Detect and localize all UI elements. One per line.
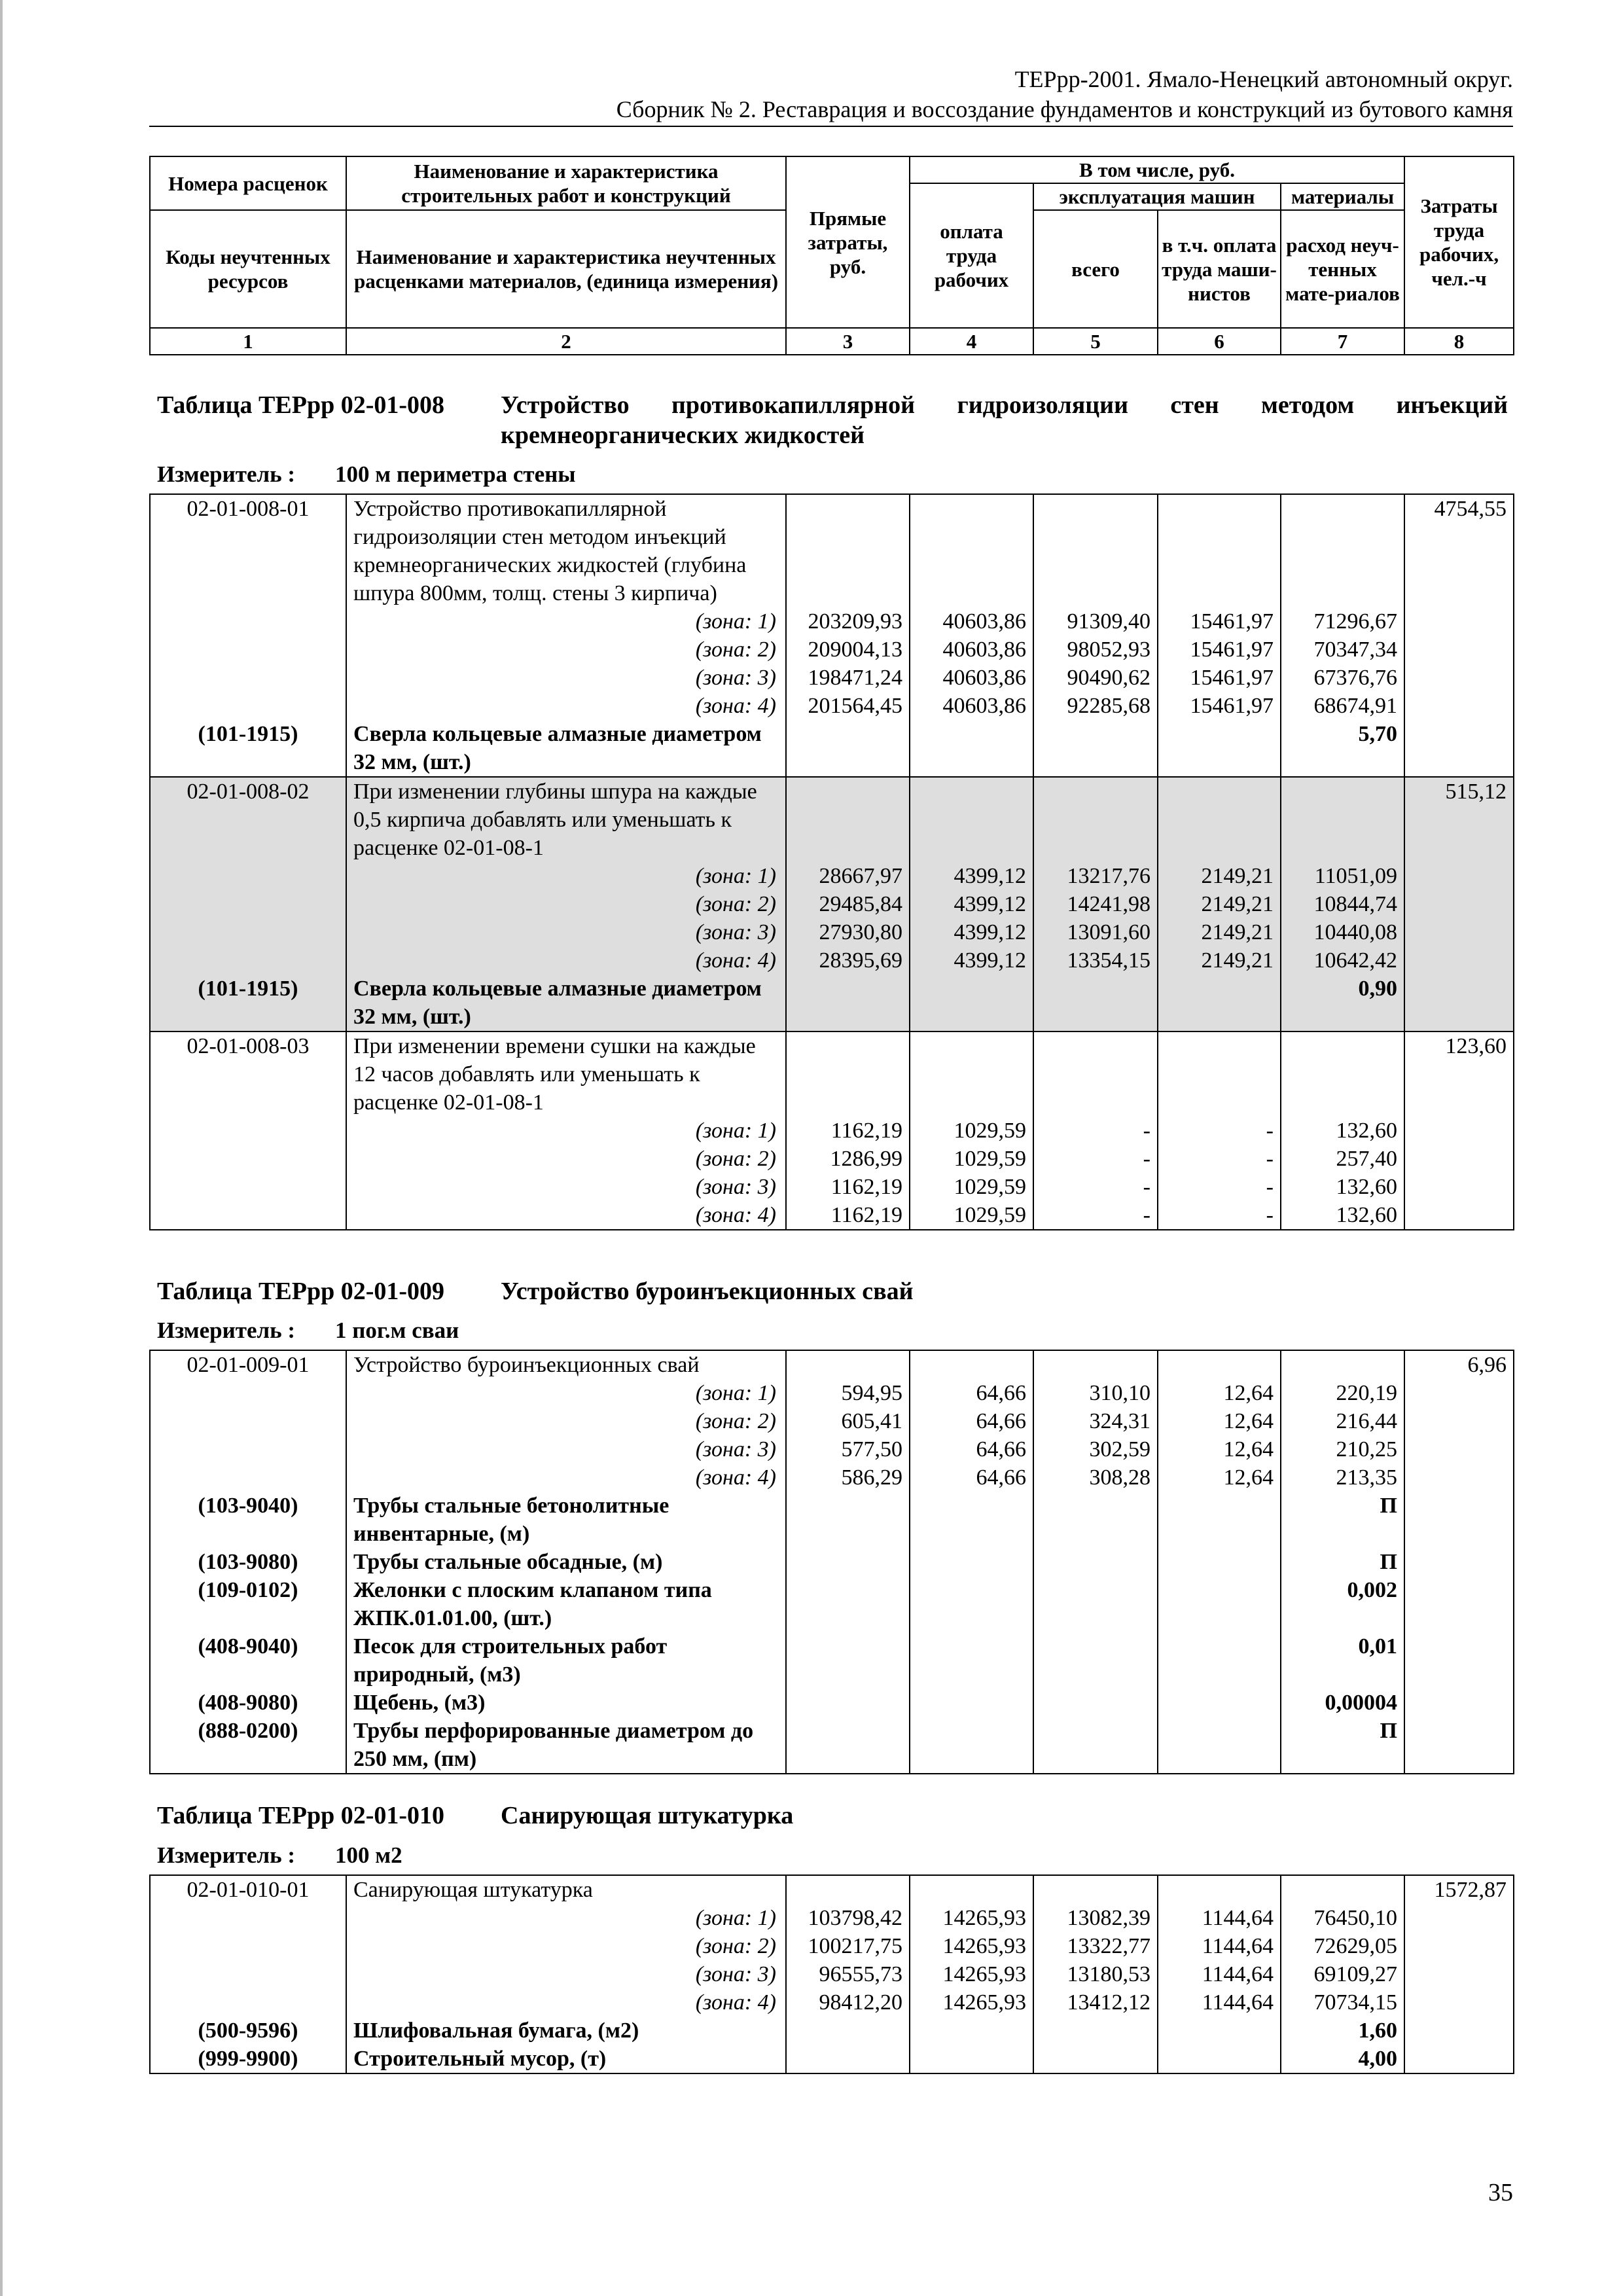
rate-code: 02-01-008-02 — [150, 777, 346, 862]
rate-name: При изменении глубины шпура на каждые 0,5 кирпича добавлять или уменьшать к расценке 02-01-08-1 — [346, 777, 786, 862]
table-code: Таблица ТЕРрр 02-01-008 — [157, 391, 445, 419]
direct-cost: 203209,93 — [786, 607, 910, 636]
machine-cost: 308,28 — [1033, 1463, 1158, 1492]
material-cost: 132,60 — [1281, 1173, 1404, 1201]
wage-cost: 64,66 — [910, 1407, 1033, 1435]
direct-cost: 28395,69 — [786, 946, 910, 975]
resource-code: (999-9900) — [150, 2045, 346, 2073]
wage-cost: 64,66 — [910, 1463, 1033, 1492]
operator-wage: - — [1158, 1173, 1281, 1201]
header-col5: всего — [1033, 210, 1158, 328]
machine-cost: 13412,12 — [1033, 1988, 1158, 2017]
operator-wage: 1144,64 — [1158, 1988, 1281, 2017]
zone-row — [150, 862, 1514, 890]
zone-row — [150, 692, 1514, 720]
measure-label: Измеритель : — [157, 1318, 296, 1343]
operator-wage: - — [1158, 1145, 1281, 1173]
zone-label: (зона: 4) — [346, 1463, 786, 1492]
table-code: Таблица ТЕРрр 02-01-009 — [157, 1278, 445, 1305]
zone-row — [150, 890, 1514, 918]
operator-wage: 15461,97 — [1158, 664, 1281, 692]
wage-cost: 1029,59 — [910, 1201, 1033, 1230]
direct-cost: 586,29 — [786, 1463, 910, 1492]
zone-row — [150, 1960, 1514, 1988]
table-name: Устройство противокапиллярной гидроизоляции стен методом инъекций кремнеорганических жидкостей — [501, 391, 1508, 449]
rate-name: Санирующая штукатурка — [346, 1875, 786, 1904]
zone-label: (зона: 2) — [346, 1145, 786, 1173]
machine-cost: - — [1033, 1145, 1158, 1173]
material-cost: 68674,91 — [1281, 692, 1404, 720]
header-col1-bottom: Коды неучтенных ресурсов — [150, 210, 346, 328]
header-col6: в т.ч. оплата труда маши-нистов — [1158, 210, 1281, 328]
zone-row — [150, 1117, 1514, 1145]
resource-code: (109-0102) — [150, 1576, 346, 1632]
zone-row — [150, 946, 1514, 975]
wage-cost: 4399,12 — [910, 918, 1033, 946]
material-cost: 257,40 — [1281, 1145, 1404, 1173]
resource-code: (888-0200) — [150, 1717, 346, 1774]
direct-cost: 1162,19 — [786, 1173, 910, 1201]
material-cost: 10642,42 — [1281, 946, 1404, 975]
operator-wage: - — [1158, 1117, 1281, 1145]
rate-code: 02-01-010-01 — [150, 1875, 346, 1904]
operator-wage: 1144,64 — [1158, 1960, 1281, 1988]
rates-table-02-01-008 — [149, 493, 1514, 1230]
direct-cost: 605,41 — [786, 1407, 910, 1435]
material-cost: 213,35 — [1281, 1463, 1404, 1492]
zone-label: (зона: 4) — [346, 946, 786, 975]
machine-cost: 13354,15 — [1033, 946, 1158, 975]
rate-name: Устройство буроинъекционных свай — [346, 1350, 786, 1379]
resource-name: Трубы перфорированные диаметром до 250 мм, (пм) — [346, 1717, 786, 1774]
header-col1-top: Номера расценок — [150, 156, 346, 210]
rate-row — [150, 494, 1514, 607]
wage-cost: 40603,86 — [910, 607, 1033, 636]
wage-cost: 1029,59 — [910, 1117, 1033, 1145]
wage-cost: 14265,93 — [910, 1932, 1033, 1960]
machine-cost: 324,31 — [1033, 1407, 1158, 1435]
resource-row — [150, 1689, 1514, 1717]
header-col7: расход неуч-тенных мате-риалов — [1281, 210, 1404, 328]
machine-cost: 13091,60 — [1033, 918, 1158, 946]
running-header-line2: Сборник № 2. Реставрация и воссоздание фундаментов и конструкций из бутового камня — [616, 96, 1513, 122]
operator-wage: 12,64 — [1158, 1379, 1281, 1407]
direct-cost: 594,95 — [786, 1379, 910, 1407]
resource-name: Трубы стальные бетонолитные инвентарные, (м) — [346, 1492, 786, 1548]
zone-label: (зона: 4) — [346, 1201, 786, 1230]
material-cost: 11051,09 — [1281, 862, 1404, 890]
zone-row — [150, 1463, 1514, 1492]
zone-label: (зона: 2) — [346, 636, 786, 664]
wage-cost: 14265,93 — [910, 1988, 1033, 2017]
machine-cost: 14241,98 — [1033, 890, 1158, 918]
resource-code: (408-9040) — [150, 1632, 346, 1689]
wage-cost: 4399,12 — [910, 862, 1033, 890]
resource-code: (408-9080) — [150, 1689, 346, 1717]
operator-wage: 15461,97 — [1158, 692, 1281, 720]
direct-cost: 103798,42 — [786, 1904, 910, 1932]
header-including: В том числе, руб. — [910, 156, 1404, 183]
resource-name: Щебень, (м3) — [346, 1689, 786, 1717]
header-materials: материалы — [1281, 183, 1404, 210]
header-machines: эксплуатация машин — [1033, 183, 1281, 210]
machine-cost: 13217,76 — [1033, 862, 1158, 890]
resource-row — [150, 1576, 1514, 1632]
rate-code: 02-01-008-01 — [150, 494, 346, 607]
header-col2-top: Наименование и характеристика строительных работ и конструкций — [346, 156, 786, 210]
measure-label: Измеритель : — [157, 461, 296, 487]
zone-row — [150, 918, 1514, 946]
col-number-4: 4 — [910, 328, 1033, 355]
operator-wage: 2149,21 — [1158, 918, 1281, 946]
direct-cost: 96555,73 — [786, 1960, 910, 1988]
header-col3: Прямые затраты, руб. — [786, 156, 910, 328]
operator-wage: 12,64 — [1158, 1435, 1281, 1463]
direct-cost: 98412,20 — [786, 1988, 910, 2017]
table-title-02-01-010 — [157, 1801, 1508, 1831]
rate-row — [150, 777, 1514, 862]
zone-label: (зона: 1) — [346, 607, 786, 636]
material-cost: 10440,08 — [1281, 918, 1404, 946]
resource-qty: 1,60 — [1281, 2017, 1404, 2045]
zone-label: (зона: 3) — [346, 664, 786, 692]
rates-table-02-01-010 — [149, 1874, 1514, 2074]
material-cost: 216,44 — [1281, 1407, 1404, 1435]
zone-label: (зона: 1) — [346, 1379, 786, 1407]
zone-row — [150, 1379, 1514, 1407]
machine-cost: 13082,39 — [1033, 1904, 1158, 1932]
rate-name: При изменении времени сушки на каждые 12 часов добавлять или уменьшать к расценке 02-01-08-1 — [346, 1031, 786, 1117]
zone-row — [150, 607, 1514, 636]
material-cost: 70347,34 — [1281, 636, 1404, 664]
zone-label: (зона: 1) — [346, 862, 786, 890]
resource-row — [150, 1548, 1514, 1576]
operator-wage: 2149,21 — [1158, 862, 1281, 890]
resource-qty: 0,00004 — [1281, 1689, 1404, 1717]
machine-cost: - — [1033, 1201, 1158, 1230]
material-cost: 72629,05 — [1281, 1932, 1404, 1960]
labor-cost: 515,12 — [1404, 777, 1514, 862]
direct-cost: 201564,45 — [786, 692, 910, 720]
zone-row — [150, 1988, 1514, 2017]
material-cost: 67376,76 — [1281, 664, 1404, 692]
labor-cost: 4754,55 — [1404, 494, 1514, 607]
operator-wage: 1144,64 — [1158, 1904, 1281, 1932]
resource-name: Песок для строительных работ природный, (м3) — [346, 1632, 786, 1689]
direct-cost: 27930,80 — [786, 918, 910, 946]
measure-label: Измеритель : — [157, 1842, 296, 1868]
direct-cost: 1162,19 — [786, 1201, 910, 1230]
resource-row — [150, 1717, 1514, 1774]
zone-label: (зона: 2) — [346, 1407, 786, 1435]
rate-code: 02-01-009-01 — [150, 1350, 346, 1379]
resource-code: (101-1915) — [150, 975, 346, 1031]
resource-qty: 0,002 — [1281, 1576, 1404, 1632]
direct-cost: 209004,13 — [786, 636, 910, 664]
machine-cost: 91309,40 — [1033, 607, 1158, 636]
zone-label: (зона: 3) — [346, 1173, 786, 1201]
running-header-line1: ТЕРрр-2001. Ямало-Ненецкий автономный округ. — [1014, 66, 1513, 92]
material-cost: 69109,27 — [1281, 1960, 1404, 1988]
zone-label: (зона: 3) — [346, 918, 786, 946]
resource-qty: 4,00 — [1281, 2045, 1404, 2073]
rate-code: 02-01-008-03 — [150, 1031, 346, 1117]
wage-cost: 14265,93 — [910, 1960, 1033, 1988]
zone-label: (зона: 2) — [346, 890, 786, 918]
zone-row — [150, 1435, 1514, 1463]
labor-cost: 6,96 — [1404, 1350, 1514, 1379]
resource-row — [150, 2017, 1514, 2045]
resource-qty: П — [1281, 1548, 1404, 1576]
zone-row — [150, 664, 1514, 692]
direct-cost: 577,50 — [786, 1435, 910, 1463]
wage-cost: 4399,12 — [910, 890, 1033, 918]
machine-cost: - — [1033, 1173, 1158, 1201]
operator-wage: 1144,64 — [1158, 1932, 1281, 1960]
resource-qty: П — [1281, 1492, 1404, 1548]
direct-cost: 198471,24 — [786, 664, 910, 692]
table-title-02-01-008 — [157, 390, 1508, 450]
direct-cost: 1162,19 — [786, 1117, 910, 1145]
labor-cost: 1572,87 — [1404, 1875, 1514, 1904]
machine-cost: 92285,68 — [1033, 692, 1158, 720]
material-cost: 71296,67 — [1281, 607, 1404, 636]
header-rule — [149, 126, 1513, 127]
material-cost: 10844,74 — [1281, 890, 1404, 918]
resource-qty: 0,90 — [1281, 975, 1404, 1031]
resource-row — [150, 975, 1514, 1031]
resource-qty: П — [1281, 1717, 1404, 1774]
machine-cost: 302,59 — [1033, 1435, 1158, 1463]
measure-value: 1 пог.м сваи — [335, 1318, 459, 1343]
wage-cost: 40603,86 — [910, 636, 1033, 664]
operator-wage: 2149,21 — [1158, 946, 1281, 975]
col-number-1: 1 — [150, 328, 346, 355]
resource-name: Желонки с плоским клапаном типа ЖПК.01.01.00, (шт.) — [346, 1576, 786, 1632]
operator-wage: 15461,97 — [1158, 636, 1281, 664]
resource-row — [150, 720, 1514, 777]
machine-cost: 13322,77 — [1033, 1932, 1158, 1960]
resource-qty: 5,70 — [1281, 720, 1404, 777]
wage-cost: 40603,86 — [910, 664, 1033, 692]
machine-cost: 310,10 — [1033, 1379, 1158, 1407]
resource-qty: 0,01 — [1281, 1632, 1404, 1689]
col-number-6: 6 — [1158, 328, 1281, 355]
labor-cost: 123,60 — [1404, 1031, 1514, 1117]
col-number-3: 3 — [786, 328, 910, 355]
resource-row — [150, 1492, 1514, 1548]
zone-row — [150, 1145, 1514, 1173]
direct-cost: 1286,99 — [786, 1145, 910, 1173]
material-cost: 76450,10 — [1281, 1904, 1404, 1932]
material-cost: 220,19 — [1281, 1379, 1404, 1407]
table-title-02-01-009 — [157, 1276, 1508, 1306]
wage-cost: 1029,59 — [910, 1145, 1033, 1173]
col-number-7: 7 — [1281, 328, 1404, 355]
resource-name: Сверла кольцевые алмазные диаметром 32 мм, (шт.) — [346, 720, 786, 777]
col-number-2: 2 — [346, 328, 786, 355]
page-number: 35 — [1488, 2179, 1513, 2206]
resource-name: Строительный мусор, (т) — [346, 2045, 786, 2073]
material-cost: 132,60 — [1281, 1201, 1404, 1230]
zone-label: (зона: 3) — [346, 1960, 786, 1988]
zone-label: (зона: 1) — [346, 1904, 786, 1932]
col-number-5: 5 — [1033, 328, 1158, 355]
measure-line — [157, 1842, 402, 1869]
operator-wage: 2149,21 — [1158, 890, 1281, 918]
resource-row — [150, 1632, 1514, 1689]
resource-name: Шлифовальная бумага, (м2) — [346, 2017, 786, 2045]
zone-row — [150, 636, 1514, 664]
wage-cost: 1029,59 — [910, 1173, 1033, 1201]
direct-cost: 28667,97 — [786, 862, 910, 890]
resource-code: (103-9040) — [150, 1492, 346, 1548]
machine-cost: - — [1033, 1117, 1158, 1145]
zone-row — [150, 1932, 1514, 1960]
direct-cost: 100217,75 — [786, 1932, 910, 1960]
zone-row — [150, 1201, 1514, 1230]
wage-cost: 4399,12 — [910, 946, 1033, 975]
resource-name: Трубы стальные обсадные, (м) — [346, 1548, 786, 1576]
wage-cost: 40603,86 — [910, 692, 1033, 720]
measure-value: 100 м2 — [335, 1842, 402, 1868]
material-cost: 132,60 — [1281, 1117, 1404, 1145]
measure-line — [157, 461, 576, 488]
resource-row — [150, 2045, 1514, 2073]
rate-row — [150, 1875, 1514, 1904]
material-cost: 70734,15 — [1281, 1988, 1404, 2017]
header-col2-bottom: Наименование и характеристика неучтенных расценками материалов, (единица измерения) — [346, 210, 786, 328]
rate-name: Устройство противокапиллярной гидроизоляции стен методом инъекций кремнеорганических жидкостей (глубина шпура 800мм, толщ. стены 3 кирпича) — [346, 494, 786, 607]
wage-cost: 64,66 — [910, 1379, 1033, 1407]
zone-label: (зона: 3) — [346, 1435, 786, 1463]
rates-table-02-01-009 — [149, 1350, 1514, 1774]
table-name: Санирующая штукатурка — [501, 1802, 794, 1829]
operator-wage: 12,64 — [1158, 1407, 1281, 1435]
wage-cost: 14265,93 — [910, 1904, 1033, 1932]
wage-cost: 64,66 — [910, 1435, 1033, 1463]
measure-value: 100 м периметра стены — [335, 461, 576, 487]
page-edge — [0, 0, 3, 2296]
direct-cost: 29485,84 — [786, 890, 910, 918]
machine-cost: 90490,62 — [1033, 664, 1158, 692]
col-number-8: 8 — [1404, 328, 1514, 355]
zone-label: (зона: 4) — [346, 692, 786, 720]
zone-row — [150, 1407, 1514, 1435]
zone-label: (зона: 4) — [346, 1988, 786, 2017]
header-col4: оплата труда рабочих — [910, 183, 1033, 328]
zone-row — [150, 1173, 1514, 1201]
zone-label: (зона: 1) — [346, 1117, 786, 1145]
column-header-table — [149, 156, 1514, 355]
operator-wage: 15461,97 — [1158, 607, 1281, 636]
measure-line — [157, 1317, 459, 1344]
rate-row — [150, 1031, 1514, 1117]
machine-cost: 13180,53 — [1033, 1960, 1158, 1988]
operator-wage: 12,64 — [1158, 1463, 1281, 1492]
zone-row — [150, 1904, 1514, 1932]
material-cost: 210,25 — [1281, 1435, 1404, 1463]
resource-code: (500-9596) — [150, 2017, 346, 2045]
rate-row — [150, 1350, 1514, 1379]
table-code: Таблица ТЕРрр 02-01-010 — [157, 1802, 445, 1829]
resource-code: (101-1915) — [150, 720, 346, 777]
table-name: Устройство буроинъекционных свай — [501, 1278, 914, 1305]
operator-wage: - — [1158, 1201, 1281, 1230]
zone-label: (зона: 2) — [346, 1932, 786, 1960]
machine-cost: 98052,93 — [1033, 636, 1158, 664]
resource-code: (103-9080) — [150, 1548, 346, 1576]
resource-name: Сверла кольцевые алмазные диаметром 32 мм, (шт.) — [346, 975, 786, 1031]
header-col8: Затраты труда рабочих, чел.-ч — [1404, 156, 1514, 328]
